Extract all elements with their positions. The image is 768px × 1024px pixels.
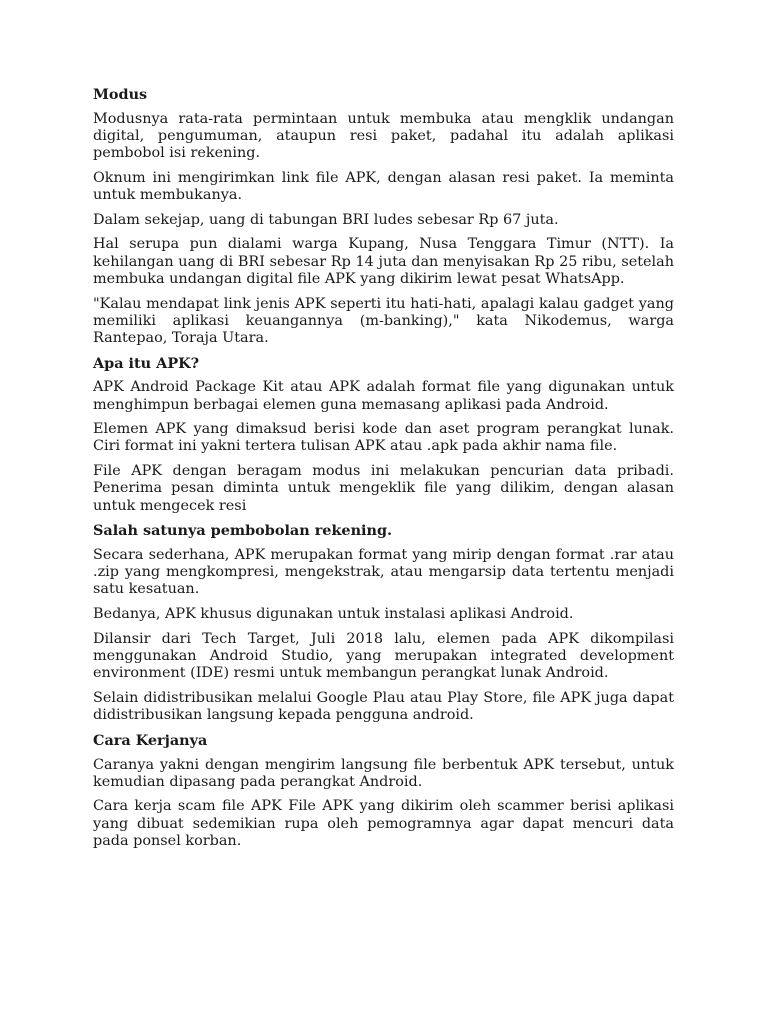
- section-heading: Modus: [93, 86, 148, 103]
- section-heading: Cara Kerjanya: [93, 731, 208, 749]
- section-modus: [93, 86, 674, 347]
- paragraph: Modusnya rata-rata permintaan untuk membuka atau mengklik undangan digital, pengumuman, ataupun resi paket, padahal itu adalah aplikasi pembobol isi rekening.: [93, 110, 674, 162]
- section-apa-itu-apk: [93, 355, 674, 515]
- paragraph: Elemen APK yang dimaksud berisi kode dan aset program perangkat lunak. Ciri format ini yakni tertera tulisan APK atau .apk pada akhir nama file.: [93, 421, 674, 455]
- section-cara-kerjanya: [93, 732, 674, 850]
- paragraph: Bedanya, APK khusus digunakan untuk instalasi aplikasi Android.: [93, 606, 574, 623]
- paragraph: Cara kerja scam file APK File APK yang dikirim oleh scammer berisi aplikasi yang dibuat sedemikian rupa oleh pemogramnya agar dapat mencuri data pada ponsel korban.: [93, 798, 674, 849]
- document-page: [93, 86, 674, 858]
- paragraph: Selain didistribusikan melalui Google Plau atau Play Store, file APK juga dapat didistribusikan langsung kepada pengguna android.: [93, 689, 674, 724]
- paragraph: Hal serupa pun dialami warga Kupang, Nusa Tenggara Timur (NTT). Ia kehilangan uang di BRI sebesar Rp 14 juta dan menyisakan Rp 25 ribu, setelah membuka undangan digital file APK yang dikirim lewat pesat WhatsApp.: [93, 236, 674, 287]
- paragraph: Dalam sekejap, uang di tabungan BRI ludes sebesar Rp 67 juta.: [93, 211, 559, 228]
- section-heading: Apa itu APK?: [93, 354, 200, 372]
- section-heading: Salah satunya pembobolan rekening.: [93, 522, 393, 540]
- paragraph: File APK dengan beragam modus ini melakukan pencurian data pribadi. Penerima pesan diminta untuk mengeklik file yang dilikim, dengan alasan untuk mengecek resi: [93, 463, 674, 514]
- paragraph: "Kalau mendapat link jenis APK seperti itu hati-hati, apalagi kalau gadget yang memiliki aplikasi keuangannya (m-banking)," kata Nikodemus, warga Rantepao, Toraja Utara.: [93, 295, 674, 346]
- paragraph: Secara sederhana, APK merupakan format yang mirip dengan format .rar atau .zip yang mengkompresi, mengekstrak, atau mengarsip data tertentu menjadi satu kesatuan.: [93, 546, 674, 598]
- section-pembobolan-rekening: [93, 522, 674, 724]
- paragraph: Dilansir dari Tech Target, Juli 2018 lalu, elemen pada APK dikompilasi menggunakan Android Studio, yang merupakan integrated development environment (IDE) resmi untuk membangun perangkat lunak Android.: [93, 630, 674, 682]
- paragraph: APK Android Package Kit atau APK adalah format file yang digunakan untuk menghimpun berbagai elemen guna memasang aplikasi pada Android.: [93, 379, 674, 413]
- paragraph: Caranya yakni dengan mengirim langsung file berbentuk APK tersebut, untuk kemudian dipasang pada perangkat Android.: [93, 756, 674, 790]
- paragraph: Oknum ini mengirimkan link file APK, dengan alasan resi paket. Ia meminta untuk membukanya.: [93, 169, 674, 204]
